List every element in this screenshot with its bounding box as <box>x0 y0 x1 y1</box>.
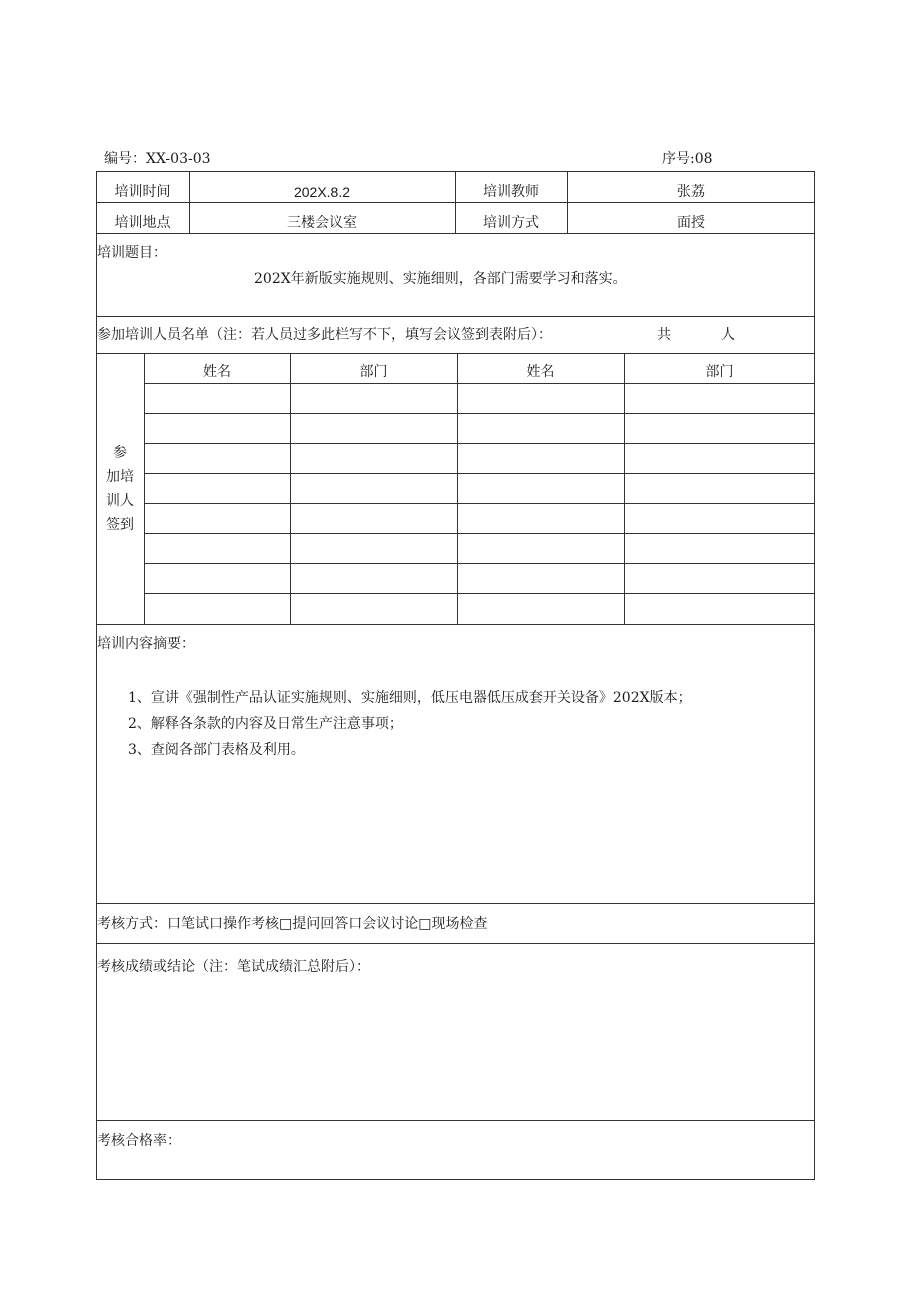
training-method-value: 面授 <box>677 215 705 231</box>
attendees-total-prefix: 共 <box>657 327 671 343</box>
rule-sign-bottom <box>96 624 815 625</box>
rule-grid-4 <box>144 473 815 474</box>
rule-result <box>96 1120 815 1121</box>
sign-in-label <box>96 441 144 537</box>
vrule-grid-2 <box>457 353 458 624</box>
sign-in-label-line-2: 加培 <box>106 469 134 485</box>
training-teacher-value: 张荔 <box>677 184 705 200</box>
attendees-total-suffix: 人 <box>721 327 735 343</box>
rule-attendees <box>96 353 815 354</box>
assessment-method: 考核方式：口笔试口操作考核□提问回答口会议讨论□现场检查 <box>97 916 488 932</box>
training-method-label: 培训方式 <box>483 215 539 231</box>
rule-topic <box>96 316 815 317</box>
training-topic-label: 培训题目： <box>97 245 167 261</box>
training-time-value: 202X.8.2 <box>293 184 351 200</box>
rule-grid-6 <box>144 533 815 534</box>
training-topic-value: 202X年新版实施规则、实施细则，各部门需要学习和落实。 <box>254 271 627 287</box>
rule-grid-1 <box>144 383 815 384</box>
attendees-label: 参加培训人员名单（注：若人员过多此栏写不下，填写会议签到表附后）： <box>97 327 552 343</box>
rule-grid-3 <box>144 443 815 444</box>
assessment-result-label: 考核成绩或结论（注：笔试成绩汇总附后）： <box>97 959 370 975</box>
summary-item-2: 2、解释各条款的内容及日常生产注意事项； <box>128 716 403 732</box>
training-record-form <box>96 171 815 1180</box>
rule-grid-2 <box>144 413 815 414</box>
column-header-department-1: 部门 <box>359 364 388 380</box>
vrule-grid-1 <box>290 353 291 624</box>
sequence-number: 序号:08 <box>662 151 713 167</box>
sign-in-label-line-1: 参 <box>113 445 127 461</box>
rule-grid-5 <box>144 503 815 504</box>
rule-method <box>96 943 815 944</box>
summary-item-1: 1、宣讲《强制性产品认证实施规则、实施细则，低压电器低压成套开关设备》202X版本； <box>128 690 692 706</box>
training-teacher-label: 培训教师 <box>483 184 539 200</box>
column-header-name-1: 姓名 <box>203 364 231 380</box>
training-time-label: 培训时间 <box>114 184 171 200</box>
document-number: 编号：XX-03-03 <box>104 151 211 167</box>
column-header-department-2: 部门 <box>705 364 734 380</box>
vrule-sign-label <box>144 353 145 624</box>
rule-summary <box>96 903 815 904</box>
sign-in-label-line-3: 训人 <box>106 493 134 509</box>
training-place-label: 培训地点 <box>114 215 171 231</box>
column-header-name-2: 姓名 <box>526 364 555 380</box>
training-place-value: 三楼会议室 <box>287 215 357 231</box>
vrule-grid-3 <box>624 353 625 624</box>
sign-in-label-line-4: 签到 <box>106 517 134 533</box>
rule-grid-7 <box>144 563 815 564</box>
summary-label: 培训内容摘要： <box>97 636 195 652</box>
pass-rate-label: 考核合格率： <box>97 1133 181 1149</box>
summary-item-3: 3、查阅各部门表格及利用。 <box>128 742 305 758</box>
rule-row-2 <box>96 233 815 234</box>
rule-grid-8 <box>144 593 815 594</box>
